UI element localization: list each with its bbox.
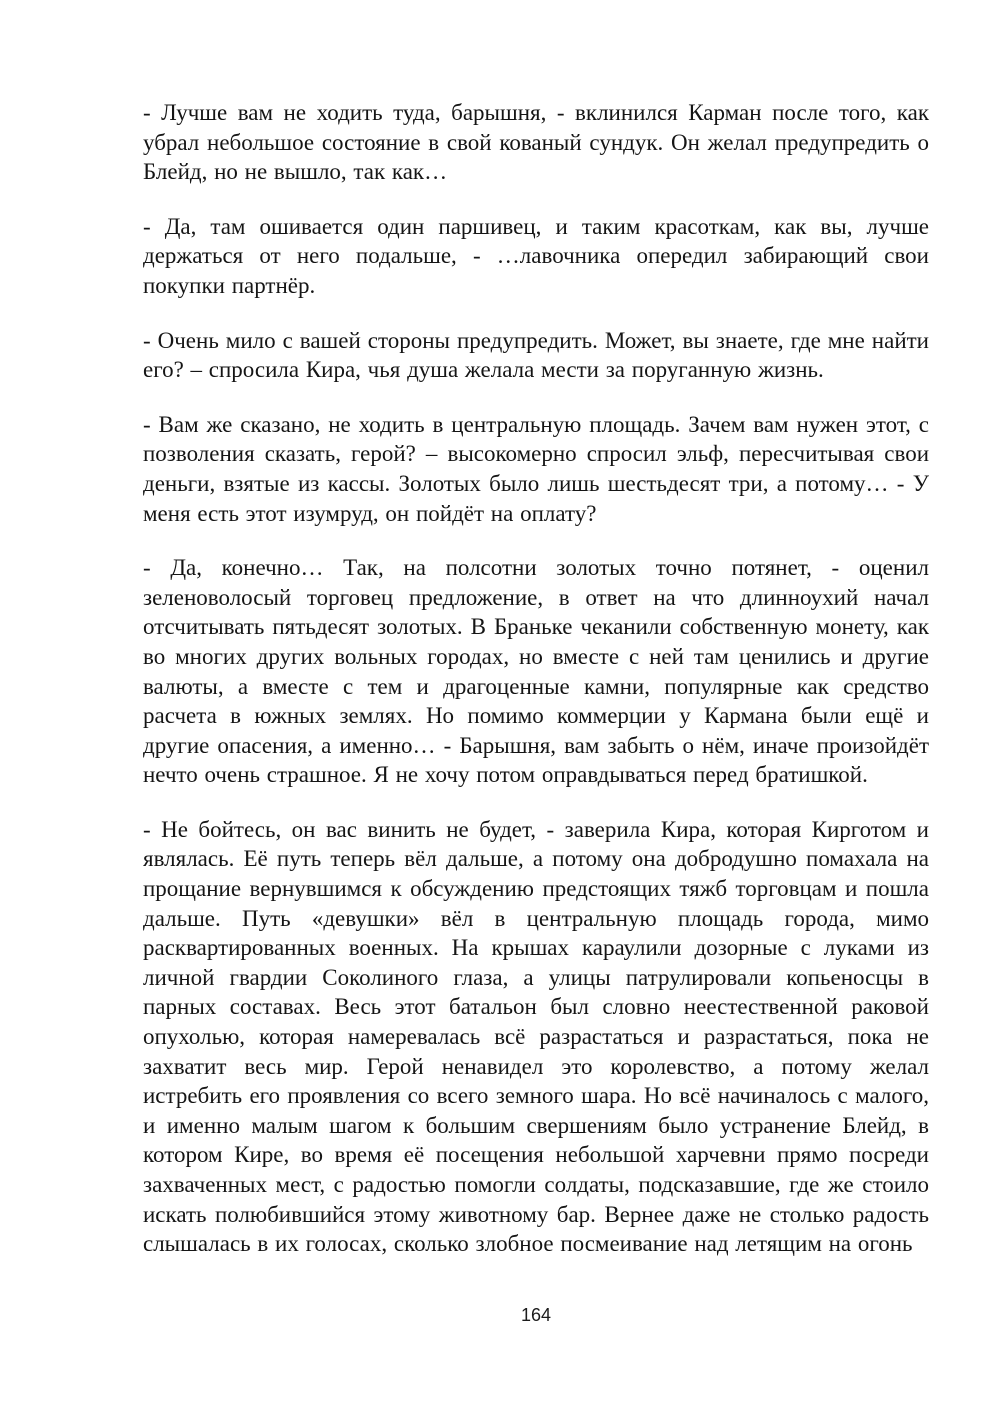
paragraph-2: - Да, там ошивается один паршивец, и таким красоткам, как вы, лучше держаться от него подальше, - …лавочника опередил забирающий свои покупки партнёр. [143, 213, 929, 298]
paragraph-4: - Вам же сказано, не ходить в центральную площадь. Зачем вам нужен этот, с позволения сказать, герой? – высокомерно спросил эльф, пересчитывая свои деньги, взятые из кассы. Золотых было лишь шестьдесят три, а потому… - У меня есть этот изумруд, он пойдёт на оплату? [143, 411, 929, 526]
page-text [143, 98, 929, 1259]
paragraph-5: - Да, конечно… Так, на полсотни золотых точно потянет, - оценил зеленоволосый торговец предложение, в ответ на что длинноухий начал отсчитывать пятьдесят золотых. В Браньке чеканили собственную монету, как во многих других вольных городах, но вместе с ней там ценились и другие валюты, а вместе с тем и драгоценные камни, популярные как средство расчета в южных землях. Но помимо коммерции у Кармана были ещё и другие опасения, а именно… - Барышня, вам забыть о нём, иначе произойдёт нечто очень страшное. Я не хочу потом оправдываться перед братишкой. [143, 555, 929, 788]
paragraph-6: - Не бойтесь, он вас винить не будет, - заверила Кира, которая Кирготом и являлась. Её путь теперь вёл дальше, а потому она добродушно помахала на прощание вернувшимся к обсуждению предстоящих тяжб торговцам и пошла дальше. Путь «девушки» вёл в центральную площадь города, мимо расквартированных военных. На крышах караулили дозорные с луками из личной гвардии Соколиного глаза, а улицы патрулировали копьеносцы в парных составах. Весь этот батальон был словно неестественной раковой опухолью, которая намеревалась всё разрастаться и разрастаться, пока не захватит весь мир. Герой ненавидел это королевство, а потому желал истребить его проявления со всего земного шара. Но всё начиналось с малого, и именно малым шагом к большим свершениям было устранение Блейд, в котором Кире, во время её посещения небольшой харчевни прямо посреди захваченных мест, с радостью помогли солдаты, подсказавшие, где же стоило искать полюбившийся этому животному бар. Вернее даже не столько радость слышалась в их голосах, сколько злобное посмеивание над летящим на огонь [143, 816, 929, 1257]
page-number: 164 [520, 1305, 552, 1325]
paragraph-1: - Лучше вам не ходить туда, барышня, - вклинился Карман после того, как убрал небольшое состояние в свой кованый сундук. Он желал предупредить о Блейд, но не вышло, так как… [143, 100, 929, 185]
paragraph-3: - Очень мило с вашей стороны предупредить. Может, вы знаете, где мне найти его? – спросила Кира, чья душа желала мести за поруганную жизнь. [143, 327, 929, 383]
